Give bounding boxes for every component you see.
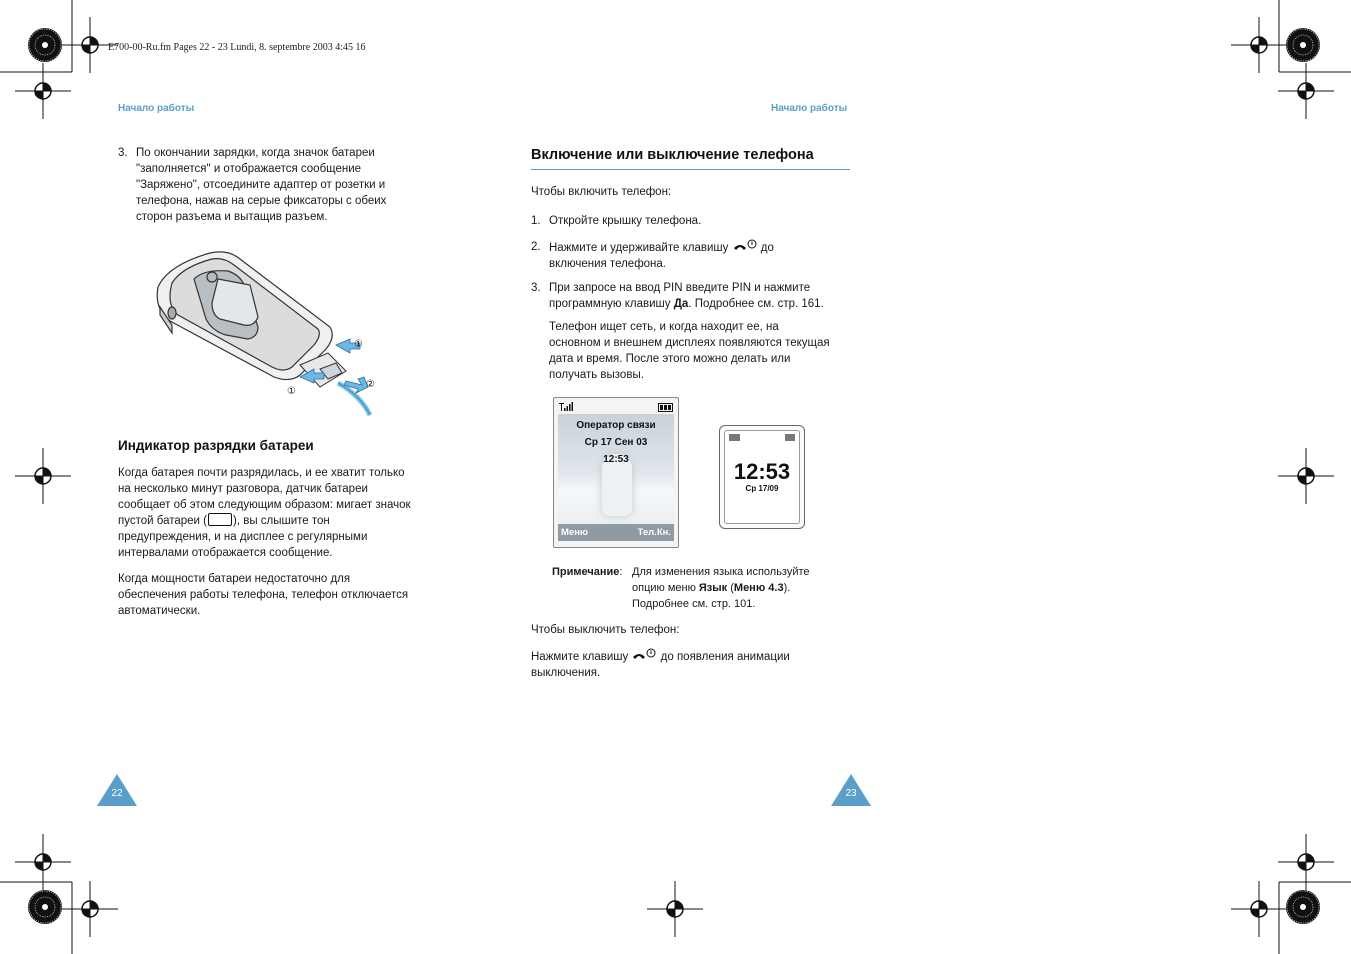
step-line: По окончании зарядки, когда значок батареи [136, 147, 375, 159]
text-line [549, 296, 851, 312]
step-number: 3. [118, 147, 128, 159]
power-end-key-icon [631, 648, 657, 662]
network-search-paragraph [549, 319, 830, 383]
charging-step-3 [118, 145, 438, 225]
text-line: Для изменения языка используйте [632, 566, 810, 578]
text-line: дата и время. После этого можно делать или [549, 353, 791, 365]
page-number-text: 22 [111, 788, 123, 799]
operator-name: Оператор связи [576, 420, 656, 431]
text-line [531, 648, 790, 665]
right-page-header: Начало работы [771, 103, 848, 114]
step-number: 2. [531, 241, 541, 253]
softkey-bar [558, 524, 674, 541]
softkey-menu: Меню [561, 527, 589, 538]
text-line: основном и внешнем дисплеях появляются текущая [549, 337, 830, 349]
power-on-step-2 [531, 239, 851, 272]
wallpaper [558, 414, 674, 541]
note-text [632, 564, 810, 612]
text-line: сообщает об этом следующим образом: мигает значок [118, 499, 411, 511]
power-on-step-3 [531, 280, 851, 312]
left-page-header: Начало работы [118, 103, 195, 114]
battery-paragraph-1 [118, 465, 411, 561]
text-line: интервалами отображается сообщение. [118, 547, 333, 559]
display-date: Ср 17 Сен 03 [584, 437, 648, 448]
power-on-step-1 [531, 213, 851, 229]
battery-indicator-heading: Индикатор разрядки батареи [118, 438, 314, 453]
text-fragment: пустой батареи ( [118, 515, 207, 527]
power-off-intro: Чтобы выключить телефон: [531, 624, 680, 636]
text-line: Когда батарея почти разрядилась, и ее хватит только [118, 467, 405, 479]
main-display-screen [553, 397, 679, 548]
softkey-yes-label: Да [673, 298, 689, 310]
power-on-off-heading: Включение или выключение телефона [531, 147, 814, 163]
power-on-intro: Чтобы включить телефон: [531, 186, 672, 198]
note-colon: : [619, 566, 623, 578]
left-page-number [97, 774, 137, 806]
text-line [549, 239, 851, 256]
text-line: Подробнее см. стр. 101. [632, 598, 756, 610]
battery-full-icon [658, 402, 674, 412]
step-line: "Заряжено", отсоедините адаптер от розетки и [136, 179, 386, 191]
text-line: обеспечения работы телефона, телефон отключается [118, 589, 409, 601]
text-line [632, 580, 810, 596]
text-line: Телефон ищет сеть, и когда находит ее, на [549, 321, 779, 333]
signal-strength-icon [559, 402, 575, 412]
menu-language-label: Язык [698, 582, 728, 594]
display-time: 12:53 [603, 454, 629, 465]
text-line: Когда мощности батареи недостаточно для [118, 573, 351, 585]
text-fragment: ), вы слышите тон [233, 515, 330, 527]
note-title: Примечание [552, 566, 620, 578]
text-fragment: Нажмите и удерживайте клавишу [549, 242, 729, 254]
battery-icon [785, 434, 795, 441]
text-line: автоматически. [118, 605, 201, 617]
step-line: "заполняется" и отображается сообщение [136, 163, 362, 175]
step-number: 1. [531, 215, 541, 227]
step-number: 3. [531, 282, 541, 294]
phone-charger-illustration [150, 245, 390, 417]
text-fragment: ). [783, 582, 791, 594]
power-end-key-icon [732, 239, 758, 253]
figure-label: ② [366, 379, 375, 390]
text-line: предупреждения, и на дисплее с регулярными [118, 531, 368, 543]
figure-label: ① [287, 386, 296, 397]
power-off-instruction [531, 648, 790, 681]
text-fragment: до появления анимации [660, 651, 790, 663]
external-display-inner [724, 430, 800, 524]
note-label [552, 564, 622, 580]
text-fragment: . Подробнее см. стр. 161. [688, 298, 824, 310]
text-line: При запросе на ввод PIN введите PIN и нажмите [549, 282, 811, 294]
text-fragment: до [760, 242, 774, 254]
step-line: сторон разъема и вытащив разъем. [136, 211, 328, 223]
softkey-phonebook: Тел.Кн. [637, 527, 671, 538]
empty-battery-icon [208, 513, 232, 526]
external-time: 12:53 [733, 459, 791, 484]
text-line: выключения. [531, 667, 601, 679]
step-text: Откройте крышку телефона. [549, 215, 702, 227]
page-number-text: 23 [845, 788, 857, 799]
menu-number-label: Меню 4.3 [733, 582, 784, 594]
text-fragment: Нажмите клавишу [531, 651, 629, 663]
step-line: телефона, нажав на серые фиксаторы с обеих [136, 195, 387, 207]
external-date: Ср 17/09 [745, 484, 779, 493]
text-fragment: ( [727, 582, 734, 594]
signal-strength-icon [729, 434, 740, 441]
right-page-number [831, 774, 871, 806]
figure-label: ① [354, 339, 363, 350]
text-line: включения телефона. [549, 258, 666, 270]
text-fragment: опцию меню [632, 582, 699, 594]
text-line [118, 513, 411, 529]
text-line: на несколько минут разговора, датчик батареи [118, 483, 368, 495]
print-info: E700-00-Ru.fm Pages 22 - 23 Lundi, 8. septembre 2003 4:45 16 [108, 42, 366, 53]
battery-paragraph-2 [118, 571, 408, 619]
text-fragment: программную клавишу [549, 298, 674, 310]
external-display-screen [719, 425, 805, 529]
heading-underline [531, 169, 850, 170]
text-line: получать вызовы. [549, 369, 644, 381]
